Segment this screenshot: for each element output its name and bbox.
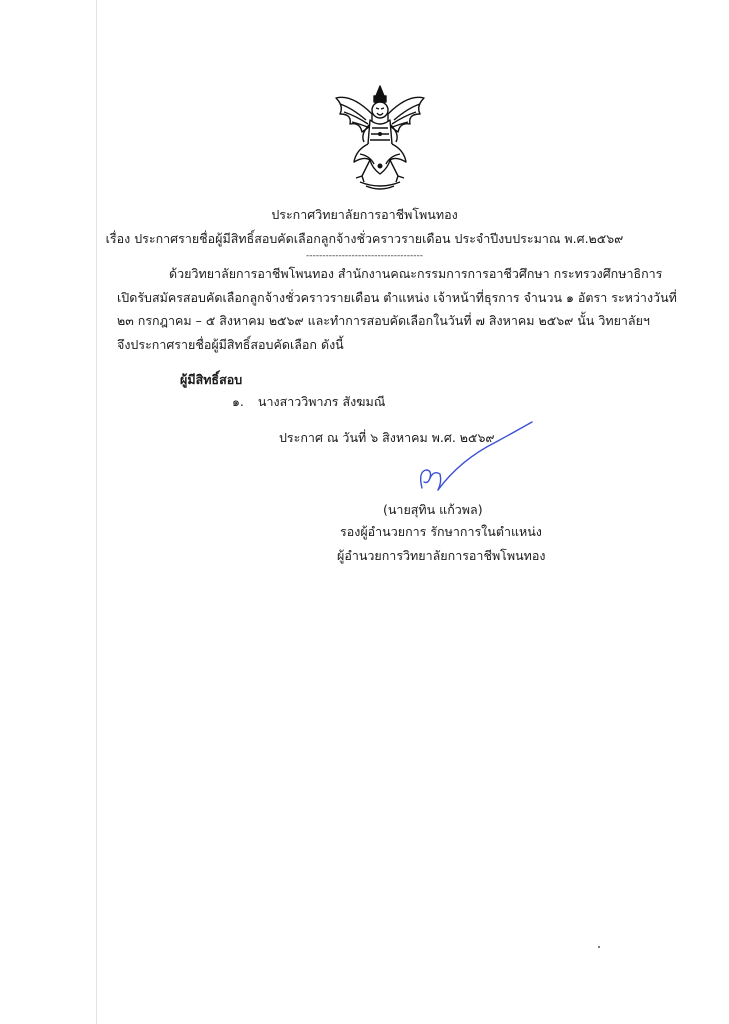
signatory-position: รองผู้อำนวยการ รักษาการในตำแหน่ง <box>340 524 542 539</box>
signature-icon <box>400 420 540 500</box>
body-line: ๒๓ กรกฎาคม – ๕ สิงหาคม ๒๕๖๙ และทำการสอบคัดเลือกในวันที่ ๗ สิงหาคม ๒๕๖๙ นั้น วิทยาลัยฯ <box>117 313 650 328</box>
announcement-date: ประกาศ ณ วันที่ ๖ สิงหาคม พ.ศ. ๒๕๖๙ <box>279 430 495 445</box>
body-line: เปิดรับสมัครสอบคัดเลือกลูกจ้างชั่วคราวรายเดือน ตำแหน่ง เจ้าหน้าที่ธุรการ จำนวน ๑ อัตรา ระหว่างวันที่ <box>117 289 677 305</box>
garuda-emblem-icon <box>330 84 430 192</box>
page-edge <box>96 0 97 1024</box>
candidate-number: ๑. <box>232 394 244 409</box>
signatory-position: ผู้อำนวยการวิทยาลัยการอาชีพโพนทอง <box>337 548 546 563</box>
candidate-name: นางสาววิพาภร สังฆมณี <box>257 394 386 409</box>
signatory-name: (นายสุทิน แก้วพล) <box>383 502 483 517</box>
announcement-title: ประกาศวิทยาลัยการอาชีพโพนทอง <box>271 207 458 222</box>
title-divider: ------------------------------------ <box>306 251 423 261</box>
candidate-item <box>232 392 385 412</box>
body-paragraph <box>117 262 677 356</box>
eligible-heading: ผู้มีสิทธิ์สอบ <box>180 372 243 387</box>
body-line: ด้วยวิทยาลัยการอาชีพโพนทอง สำนักงานคณะกรรมการการอาชีวศึกษา กระทรวงศึกษาธิการ <box>169 266 663 281</box>
body-line: จึงประกาศรายชื่อผู้มีสิทธิ์สอบคัดเลือก ดังนี้ <box>117 336 344 352</box>
announcement-subject: เรื่อง ประกาศรายชื่อผู้มีสิทธิ์สอบคัดเลือกลูกจ้างชั่วคราวรายเดือน ประจำปีงบประมาณ พ.ศ.๒๕๖๙ <box>105 231 624 246</box>
scan-speck <box>598 946 600 948</box>
